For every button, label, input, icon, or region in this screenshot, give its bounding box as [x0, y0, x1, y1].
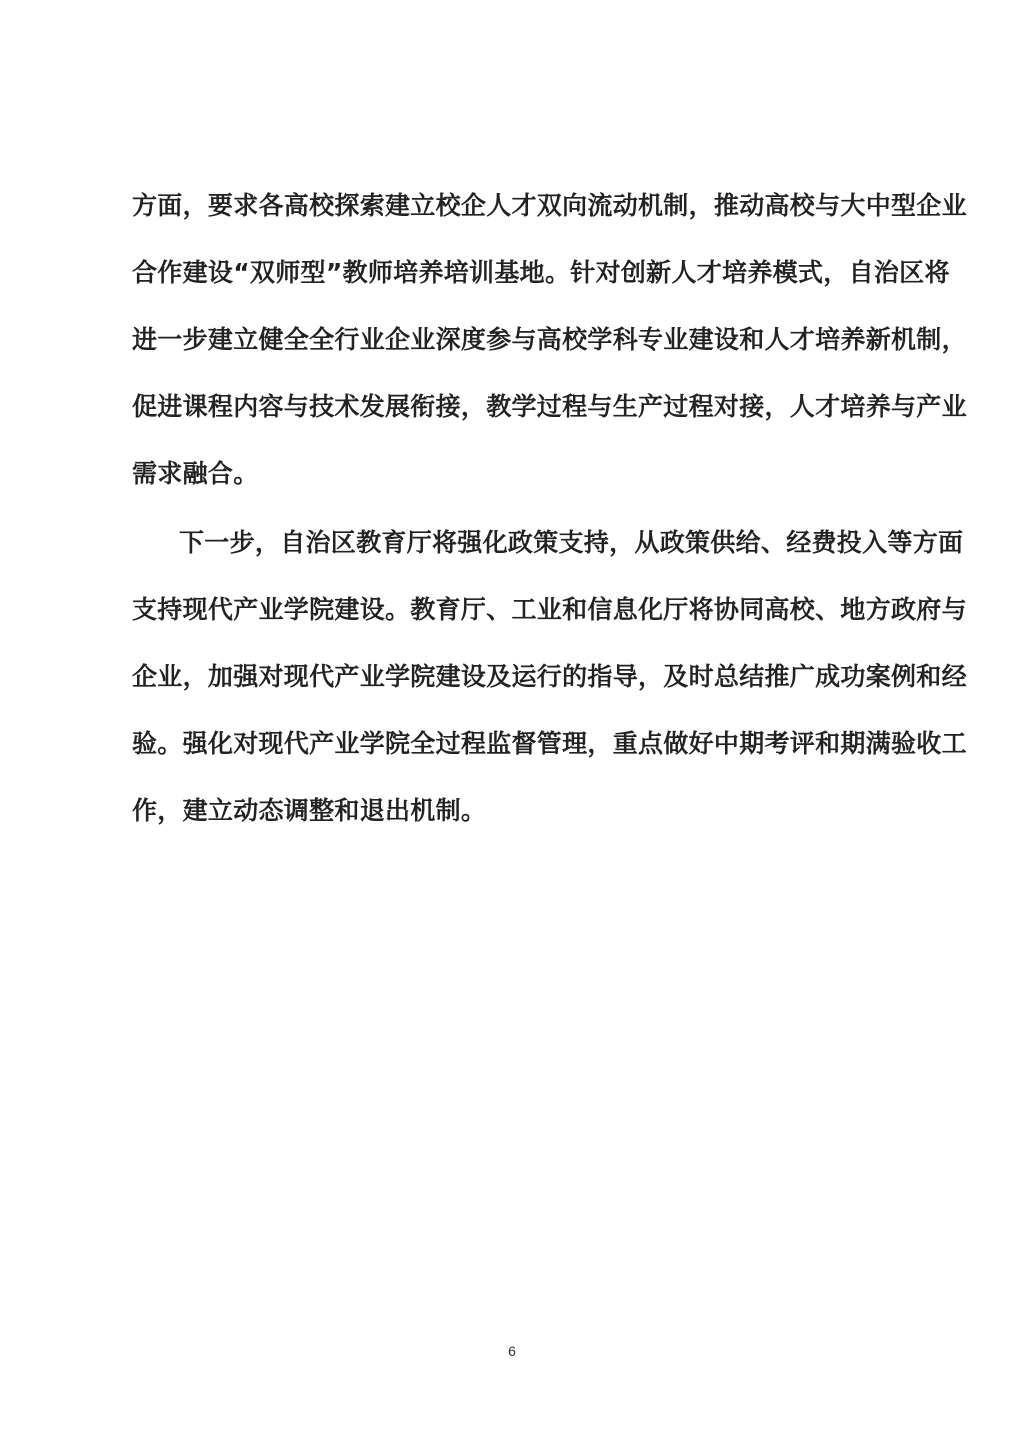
text-line: 需求融合。 [132, 459, 259, 488]
text-line: 企业，加强对现代产业学院建设及运行的指导，及时总结推广成功案例和经 [132, 662, 967, 691]
text-line: 作，建立动态调整和退出机制。 [132, 796, 487, 825]
text-line: 促进课程内容与技术发展衔接，教学过程与生产过程对接，人才培养与产业 [132, 392, 967, 421]
text-line: 下一步，自治区教育厅将强化政策支持，从政策供给、经费投入等方面 [179, 528, 964, 557]
text-line: 进一步建立健全全行业企业深度参与高校学科专业建设和人才培养新机制， [132, 325, 967, 354]
text-line: 支持现代产业学院建设。教育厅、工业和信息化厅将协同高校、地方政府与 [132, 595, 967, 624]
text-line: 验。强化对现代产业学院全过程监督管理，重点做好中期考评和期满验收工 [132, 729, 967, 758]
text-line: 合作建设“双师型”教师培养培训基地。针对创新人才培养模式，自治区将 [132, 258, 950, 287]
paragraph-2 [132, 523, 967, 858]
text-line: 方面，要求各高校探索建立校企人才双向流动机制，推动高校与大中型企业 [132, 191, 967, 220]
body-text [132, 186, 967, 858]
paragraph-1 [132, 186, 967, 521]
page-number: 6 [508, 1343, 516, 1359]
